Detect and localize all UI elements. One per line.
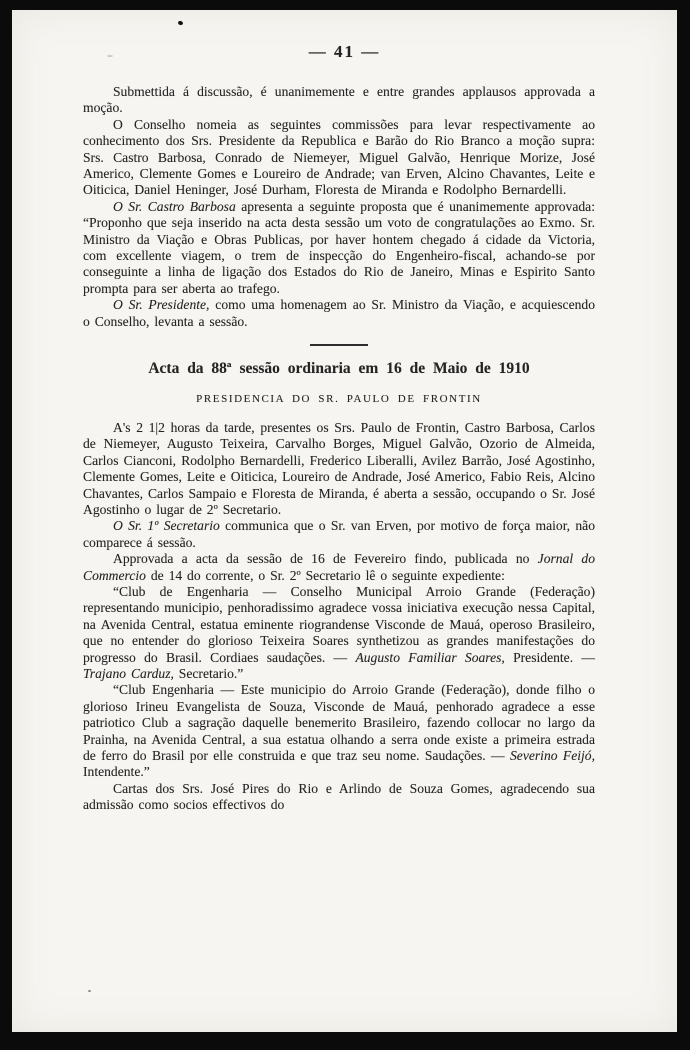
text-run: communica que o Sr. van Erven, por motivo de força maior, não comparece á sessão.: [83, 518, 596, 550]
italic-text-run: Jornal do Commercio: [83, 551, 596, 583]
text-run: “Club Engenharia — Este municipio do Arroio Grande (Federação), donde filho o glorioso Irineu Evangelista de Souza, Visconde de Mauá, penhorado agradece a esse patriotico Club a sagração daquelle benemerito Brasileiro, fazendo collocar no largo da Prainha, na Avenida Central, a sua estatua olhando a serra onde existe a primeira estrada de ferro do Brasil por elle construida e que traz seu nome. Saudações. —: [83, 682, 595, 764]
paragraph: [83, 199, 595, 297]
paragraph: [83, 117, 595, 199]
text-run: Secretario.”: [173, 666, 244, 681]
italic-text-run: O Sr. Presidente,: [113, 297, 210, 313]
ink-speck: [177, 20, 183, 25]
paragraph: [83, 84, 595, 117]
page-number: — 41 —: [308, 42, 381, 61]
ink-speck: [107, 55, 113, 57]
paragraph: [83, 682, 595, 780]
text-run: O Conselho nomeia as seguintes commissões para levar respectivamente ao conhecimento dos Srs. Presidente da Republica e Barão do Rio Branco a moção supra: Srs. Castro Barbosa, Conrado de Niemeyer, Miguel Galvão, Henrique Morize, José Americo, Clemente Gomes e Loureiro de Andrade; van Erven, Alcino Chavantes, Leite e Oiticica, Daniel Heninger, José Durham, Floresta de Miranda e Rodolpho Bernardelli.: [83, 116, 595, 198]
italic-text-run: O Sr. 1º Secretario: [113, 518, 220, 534]
italic-text-run: Severino Feijó,: [509, 748, 595, 764]
session-heading: Acta da 88ª sessão ordinaria em 16 de Maio de 1910: [148, 360, 530, 378]
text-run: Approvada a acta da sessão de 16 de Fevereiro findo, publicada no: [113, 551, 538, 567]
text-run: Intendente.”: [83, 764, 150, 780]
document-blocks: [83, 84, 595, 814]
text-run: Presidente. —: [504, 649, 595, 665]
text-run: “Club de Engenharia — Conselho Municipal Arroio Grande (Federação) representando municipio, penhoradissimo agradece vossa iniciativa execução nessa Capital, na Avenida Central, estatua eminente riograndense Visconde de Mauá, operoso Brasileiro, que no entender do glorioso Teixeira Soares synthetizou as grandes manifestações do progresso do Brasil. Cordiaes saudações. —: [83, 583, 595, 665]
italic-text-run: O Sr. Castro Barbosa: [113, 198, 236, 214]
ink-speck: [88, 990, 91, 992]
paragraph: [83, 551, 595, 584]
text-run: A's 2 1|2 horas da tarde, presentes os Srs. Paulo de Frontin, Castro Barbosa, Carlos de Niemeyer, Augusto Teixeira, Carvalho Borges, Miguel Galvão, Ozorio de Almeida, Carlos Cianconi, Rodolpho Bernardelli, Frederico Liberalli, Avilez Barrão, José Agostinho, Clemente Gomes, Leite e Oiticica, Loureiro de Andrade, José Americo, Fabio Reis, Alcino Chavantes, Carlos Sampaio e Floresta de Miranda, é aberta a sessão, occupando o Sr. José Agostinho o lugar de 2º Secretario.: [83, 419, 595, 517]
text-run: Cartas dos Srs. José Pires do Rio e Arlindo de Souza Gomes, agradecendo sua admissão como socios effectivos do: [83, 780, 595, 813]
section-divider: [310, 344, 368, 346]
text-run: Submettida á discussão, é unanimemente e entre grandes applausos approvada a moção.: [83, 84, 595, 116]
paragraph: [83, 420, 595, 518]
scanned-document-page: [12, 10, 677, 1032]
text-run: de 14 do corrente, o Sr. 2º Secretario lê o seguinte expediente:: [145, 567, 505, 583]
paragraph: [83, 781, 595, 814]
presidency-subheading: PRESIDENCIA DO SR. PAULO DE FRONTIN: [196, 392, 482, 405]
paragraph: [83, 584, 595, 682]
text-run: apresenta a seguinte proposta que é unanimemente approvada: “Proponho que seja inserido na acta desta sessão um voto de congratulações ao Exmo. Sr. Ministro da Viação e Obras Publicas, por haver hontem chegado á cidade da Victoria, com excellente viagem, o trem de inspecção do Engenheiro-fiscal, achando-se por conseguinte a linha de ligação dos Estados do Rio de Janeiro, Minas e Espirito Santo prompta para ser aberta ao trafego.: [83, 198, 595, 296]
italic-text-run: Trajano Carduz,: [83, 666, 174, 681]
paragraph: [83, 297, 595, 330]
italic-text-run: Augusto Familiar Soares,: [355, 649, 505, 665]
text-run: como uma homenagem ao Sr. Ministro da Viação, e acquiescendo o Conselho, levanta a sessão.: [83, 297, 595, 329]
paragraph: [83, 518, 595, 551]
